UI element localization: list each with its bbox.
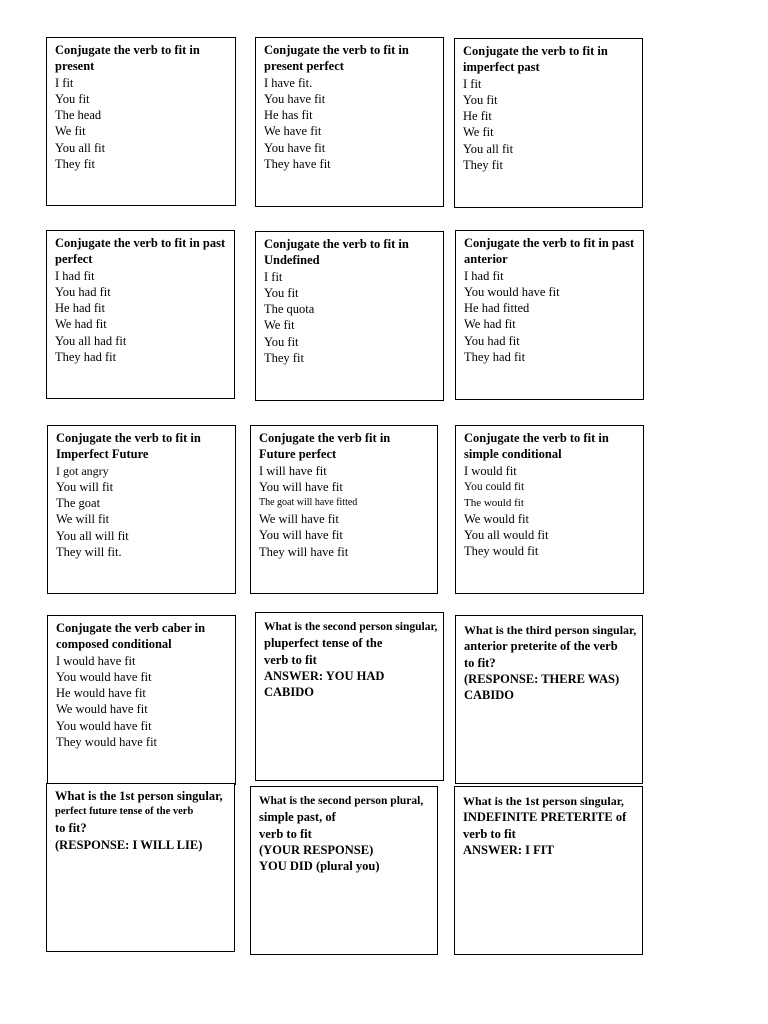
conjugation-line: The head: [55, 108, 102, 123]
question-line: What is the third person singular,: [464, 623, 637, 637]
answer-line: CABIDO: [264, 685, 315, 700]
conjugation-line: You will have fit: [259, 479, 343, 494]
card-undefined: [255, 231, 444, 401]
conjugation-line: They fit: [55, 157, 95, 172]
conjugation-line: I had fit: [464, 268, 504, 283]
card-title: Conjugate the verb to fit in past anterior: [464, 236, 635, 267]
conjugation-line: I will have fit: [259, 463, 327, 478]
conjugation-line: I would have fit: [56, 653, 136, 668]
conjugation-line: The would fit: [464, 496, 524, 509]
card-present-perfect: [255, 37, 444, 207]
card-question-perfect-future: [46, 783, 235, 952]
conjugation-line: He fit: [463, 109, 492, 124]
conjugation-line: They have fit: [264, 157, 331, 172]
conjugation-line: We would fit: [464, 511, 529, 526]
conjugation-line: They fit: [264, 351, 304, 366]
conjugation-line: He had fit: [55, 301, 105, 316]
card-title: Conjugate the verb to fit in present perfect: [264, 43, 409, 74]
card-past-perfect: [46, 230, 235, 399]
conjugation-line: You all will fit: [56, 528, 129, 543]
card-title: Conjugate the verb caber in composed conditional: [56, 621, 206, 652]
conjugation-line: You will fit: [56, 479, 114, 494]
conjugation-line: They had fit: [464, 350, 526, 365]
question-line: What is the second person singular,: [264, 621, 438, 633]
conjugation-line: You had fit: [55, 284, 111, 299]
conjugation-line: The goat: [56, 496, 101, 511]
conjugation-line: They will fit.: [56, 545, 122, 560]
conjugation-line: The quota: [264, 302, 315, 317]
conjugation-line: You would have fit: [56, 718, 152, 733]
conjugation-line: He had fitted: [464, 301, 530, 316]
conjugation-line: You have fit: [264, 91, 326, 106]
conjugation-line: They fit: [463, 158, 503, 173]
conjugation-line: They would have fit: [56, 735, 158, 750]
card-title: Conjugate the verb to fit in past perfect: [55, 236, 226, 267]
conjugation-line: You could fit: [464, 480, 525, 493]
conjugation-line: You all fit: [55, 140, 106, 155]
conjugation-line: I fit: [264, 269, 283, 284]
card-title: Conjugate the verb to fit in Undefined: [264, 237, 409, 268]
conjugation-line: We fit: [264, 318, 295, 333]
card-future-perfect: [250, 425, 438, 594]
conjugation-line: We had fit: [55, 317, 107, 332]
card-title: Conjugate the verb fit in Future perfect: [259, 431, 391, 462]
card-past-anterior: [455, 230, 644, 400]
question-line: What is the second person plural,: [259, 795, 424, 807]
conjugation-line: I got angry: [56, 463, 109, 478]
conjugation-line: We fit: [55, 124, 86, 139]
question-line: verb to fit: [264, 652, 317, 667]
conjugation-line: They will have fit: [259, 544, 349, 559]
conjugation-line: You would have fit: [56, 669, 152, 684]
conjugation-line: You have fit: [264, 140, 326, 155]
answer-line: (RESPONSE: I WILL LIE): [55, 837, 203, 852]
answer-line: ANSWER: I FIT: [463, 842, 554, 857]
card-question-pluperfect: [255, 612, 444, 781]
conjugation-line: We will have fit: [259, 512, 339, 527]
card-title: Conjugate the verb to fit in simple conditional: [464, 431, 609, 462]
conjugation-line: We would have fit: [56, 702, 148, 717]
question-line: pluperfect tense of the: [264, 636, 383, 651]
conjugation-line: They had fit: [55, 350, 117, 365]
conjugation-line: I fit: [55, 75, 74, 90]
conjugation-line: You fit: [264, 285, 299, 300]
conjugation-line: I would fit: [464, 463, 517, 478]
question-line: perfect future tense of the verb: [55, 806, 194, 818]
question-line: INDEFINITE PRETERITE of: [463, 810, 627, 825]
conjugation-line: You fit: [55, 91, 90, 106]
conjugation-line: You all would fit: [464, 528, 549, 543]
card-present: [46, 37, 236, 206]
conjugation-line: He has fit: [264, 108, 313, 123]
conjugation-line: They would fit: [464, 544, 539, 559]
question-line: to fit?: [464, 655, 496, 670]
conjugation-line: I fit: [463, 76, 482, 91]
answer-line: ANSWER: YOU HAD: [264, 668, 385, 683]
answer-line: YOU DID (plural you): [259, 859, 380, 874]
card-title: Conjugate the verb to fit in Imperfect Future: [56, 431, 201, 462]
conjugation-line: He would have fit: [56, 686, 146, 701]
question-line: What is the 1st person singular,: [463, 794, 624, 808]
conjugation-line: You fit: [264, 334, 299, 349]
answer-line: (YOUR RESPONSE): [259, 842, 374, 857]
conjugation-line: You fit: [463, 92, 498, 107]
conjugation-line: You had fit: [464, 333, 520, 348]
card-imperfect-future: [47, 425, 236, 594]
conjugation-line: You all had fit: [55, 333, 127, 348]
conjugation-line: I have fit.: [264, 75, 313, 90]
answer-line: CABIDO: [464, 688, 515, 703]
conjugation-line: You would have fit: [464, 284, 560, 299]
question-line: to fit?: [55, 821, 87, 836]
card-question-simple-past: [250, 786, 438, 955]
answer-line: (RESPONSE: THERE WAS): [464, 671, 620, 686]
card-composed-conditional: [47, 615, 236, 785]
conjugation-line: We will fit: [56, 512, 110, 527]
card-imperfect-past: [454, 38, 643, 208]
card-simple-conditional: [455, 425, 644, 594]
conjugation-line: You will have fit: [259, 528, 343, 543]
conjugation-line: I had fit: [55, 268, 95, 283]
question-line: simple past, of: [259, 810, 336, 825]
conjugation-line: We fit: [463, 125, 494, 140]
question-line: What is the 1st person singular,: [55, 789, 223, 803]
card-title: Conjugate the verb to fit in imperfect past: [463, 44, 608, 75]
question-line: anterior preterite of the verb: [464, 639, 618, 654]
conjugation-line: We had fit: [464, 317, 516, 332]
conjugation-line: You all fit: [463, 141, 514, 156]
question-line: verb to fit: [259, 826, 312, 841]
conjugation-line: The goat will have fitted: [259, 497, 358, 509]
conjugation-line: We have fit: [264, 124, 322, 139]
card-title: Conjugate the verb to fit in present: [55, 43, 200, 74]
question-line: verb to fit: [463, 826, 516, 841]
card-question-indefinite-preterite: [454, 786, 643, 955]
card-question-anterior-preterite: [455, 615, 643, 784]
